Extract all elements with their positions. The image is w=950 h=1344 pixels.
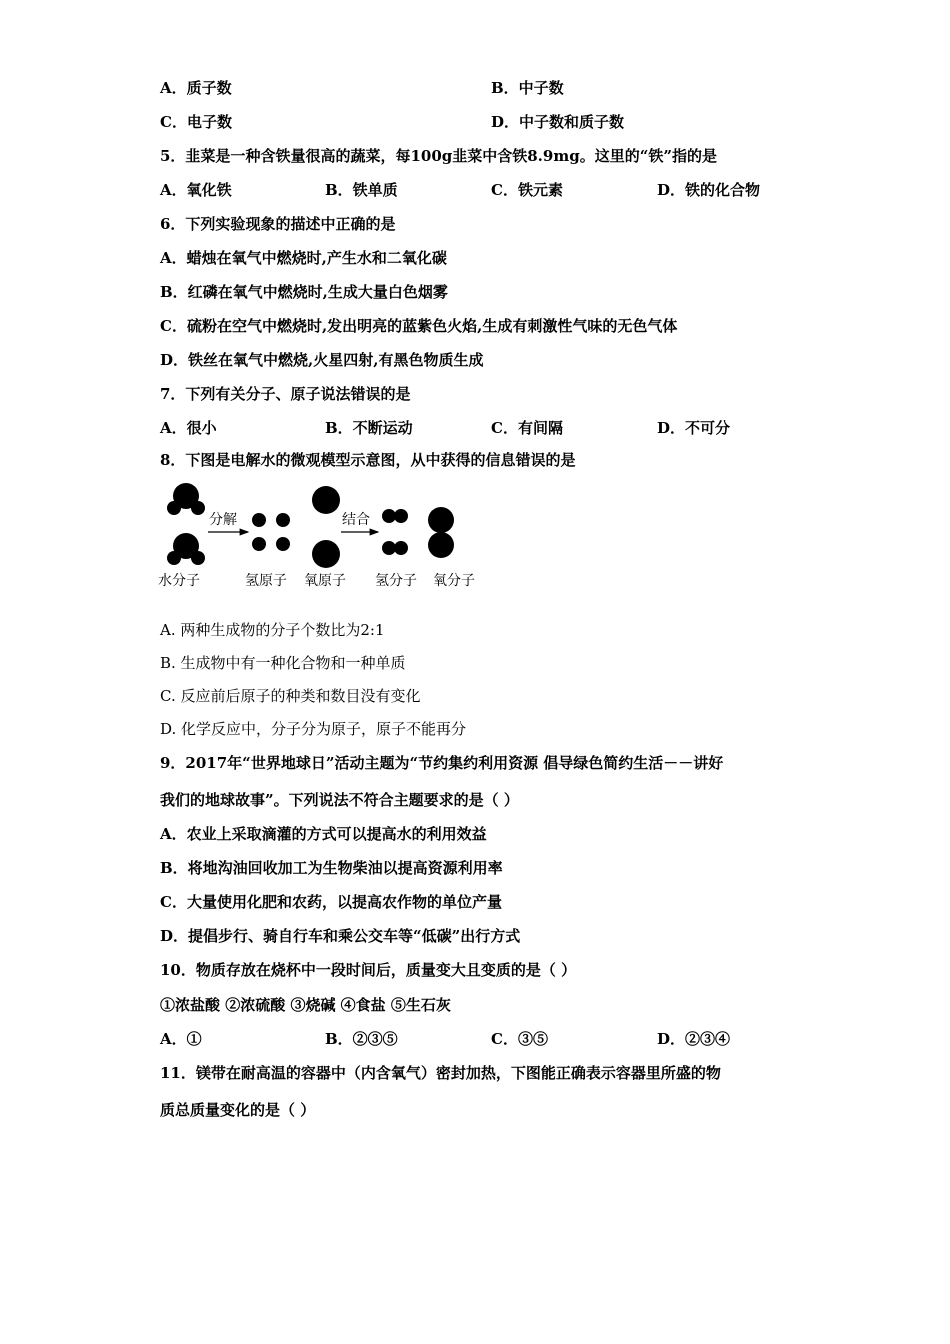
q8-option-b: B. 生成物中有一种化合物和一种单质 [160,654,406,672]
q9-option-d: D．提倡步行、骑自行车和乘公交车等“低碳”出行方式 [160,927,521,945]
label-hydrogen-atom: 氢原子 [245,573,287,588]
q6-option-b: B．红磷在氧气中燃烧时,生成大量白色烟雾 [160,283,448,301]
q9-option-b: B．将地沟油回收加工为生物柴油以提高资源利用率 [160,859,503,877]
q6-option-d: D．铁丝在氧气中燃烧,火星四射,有黑色物质生成 [160,351,484,369]
q6-option-c: C．硫粉在空气中燃烧时,发出明亮的蓝紫色火焰,生成有刺激性气味的无色气体 [160,317,678,335]
q10-items: ①浓盐酸 ②浓硫酸 ③烧碱 ④食盐 ⑤生石灰 [160,996,451,1014]
q7-option-a: A．很小 [160,419,217,437]
q9-option-c: C．大量使用化肥和农药，以提高农作物的单位产量 [160,893,502,911]
oxygen-atoms [312,486,340,568]
q9-stem-line2: 我们的地球故事”。下列说法不符合主题要求的是（ ） [160,791,519,809]
q10-stem: 10．物质存放在烧杯中一段时间后，质量变大且变质的是（ ） [160,961,577,979]
water-molecule-bottom [167,533,205,565]
q8-option-c: C. 反应前后原子的种类和数目没有变化 [160,687,421,705]
q4-option-d: D．中子数和质子数 [491,113,625,131]
q8-option-d: D. 化学反应中，分子分为原子，原子不能再分 [160,720,467,738]
q10-option-c: C．③⑤ [491,1030,548,1048]
q10-option-b: B．②③⑤ [325,1030,398,1048]
hydrogen-molecules [382,509,408,555]
q10-option-a: A．① [160,1030,202,1048]
oxygen-molecule [428,507,454,558]
q6-stem: 6．下列实验现象的描述中正确的是 [160,215,396,233]
q5-option-a: A．氧化铁 [160,181,232,199]
q11-stem-line2: 质总质量变化的是（ ） [160,1101,316,1119]
q9-stem-line1: 9．2017年“世界地球日”活动主题为“节约集约利用资源 倡导绿色简约生活－－讲好 [160,754,724,772]
q8-stem: 8．下图是电解水的微观模型示意图，从中获得的信息错误的是 [160,451,576,469]
label-oxygen-molecule: 氧分子 [433,573,475,588]
q7-stem: 7．下列有关分子、原子说法错误的是 [160,385,411,403]
q7-option-c: C．有间隔 [491,419,563,437]
q10-option-d: D．②③④ [657,1030,731,1048]
hydrogen-atoms [252,513,290,551]
q5-option-c: C．铁元素 [491,181,563,199]
q7-option-d: D．不可分 [657,419,731,437]
arrow-label-combine: 结合 [342,512,370,528]
q11-stem-line1: 11．镁带在耐高温的容器中（内含氧气）密封加热，下图能正确表示容器里所盛的物 [160,1064,721,1082]
q6-option-a: A．蜡烛在氧气中燃烧时,产生水和二氧化碳 [160,249,447,267]
label-oxygen-atom: 氧原子 [304,573,346,588]
q8-option-a: A. 两种生成物的分子个数比为2:1 [160,621,385,639]
arrow-label-decompose: 分解 [209,512,237,528]
q4-option-a: A．质子数 [160,79,232,97]
q5-option-d: D．铁的化合物 [657,181,761,199]
q7-option-b: B．不断运动 [325,419,413,437]
q9-option-a: A．农业上采取滴灌的方式可以提高水的利用效益 [160,825,487,843]
q4-option-c: C．电子数 [160,113,232,131]
q5-option-b: B．铁单质 [325,181,398,199]
q5-stem: 5．韭菜是一种含铁量很高的蔬菜，每100g韭菜中含铁8.9mg。这里的“铁”指的是 [160,147,717,165]
label-water-molecule: 水分子 [158,573,200,588]
label-hydrogen-molecule: 氢分子 [375,573,417,588]
electrolysis-diagram [158,478,498,588]
q4-option-b: B．中子数 [491,79,564,97]
water-molecule-top [167,483,205,515]
